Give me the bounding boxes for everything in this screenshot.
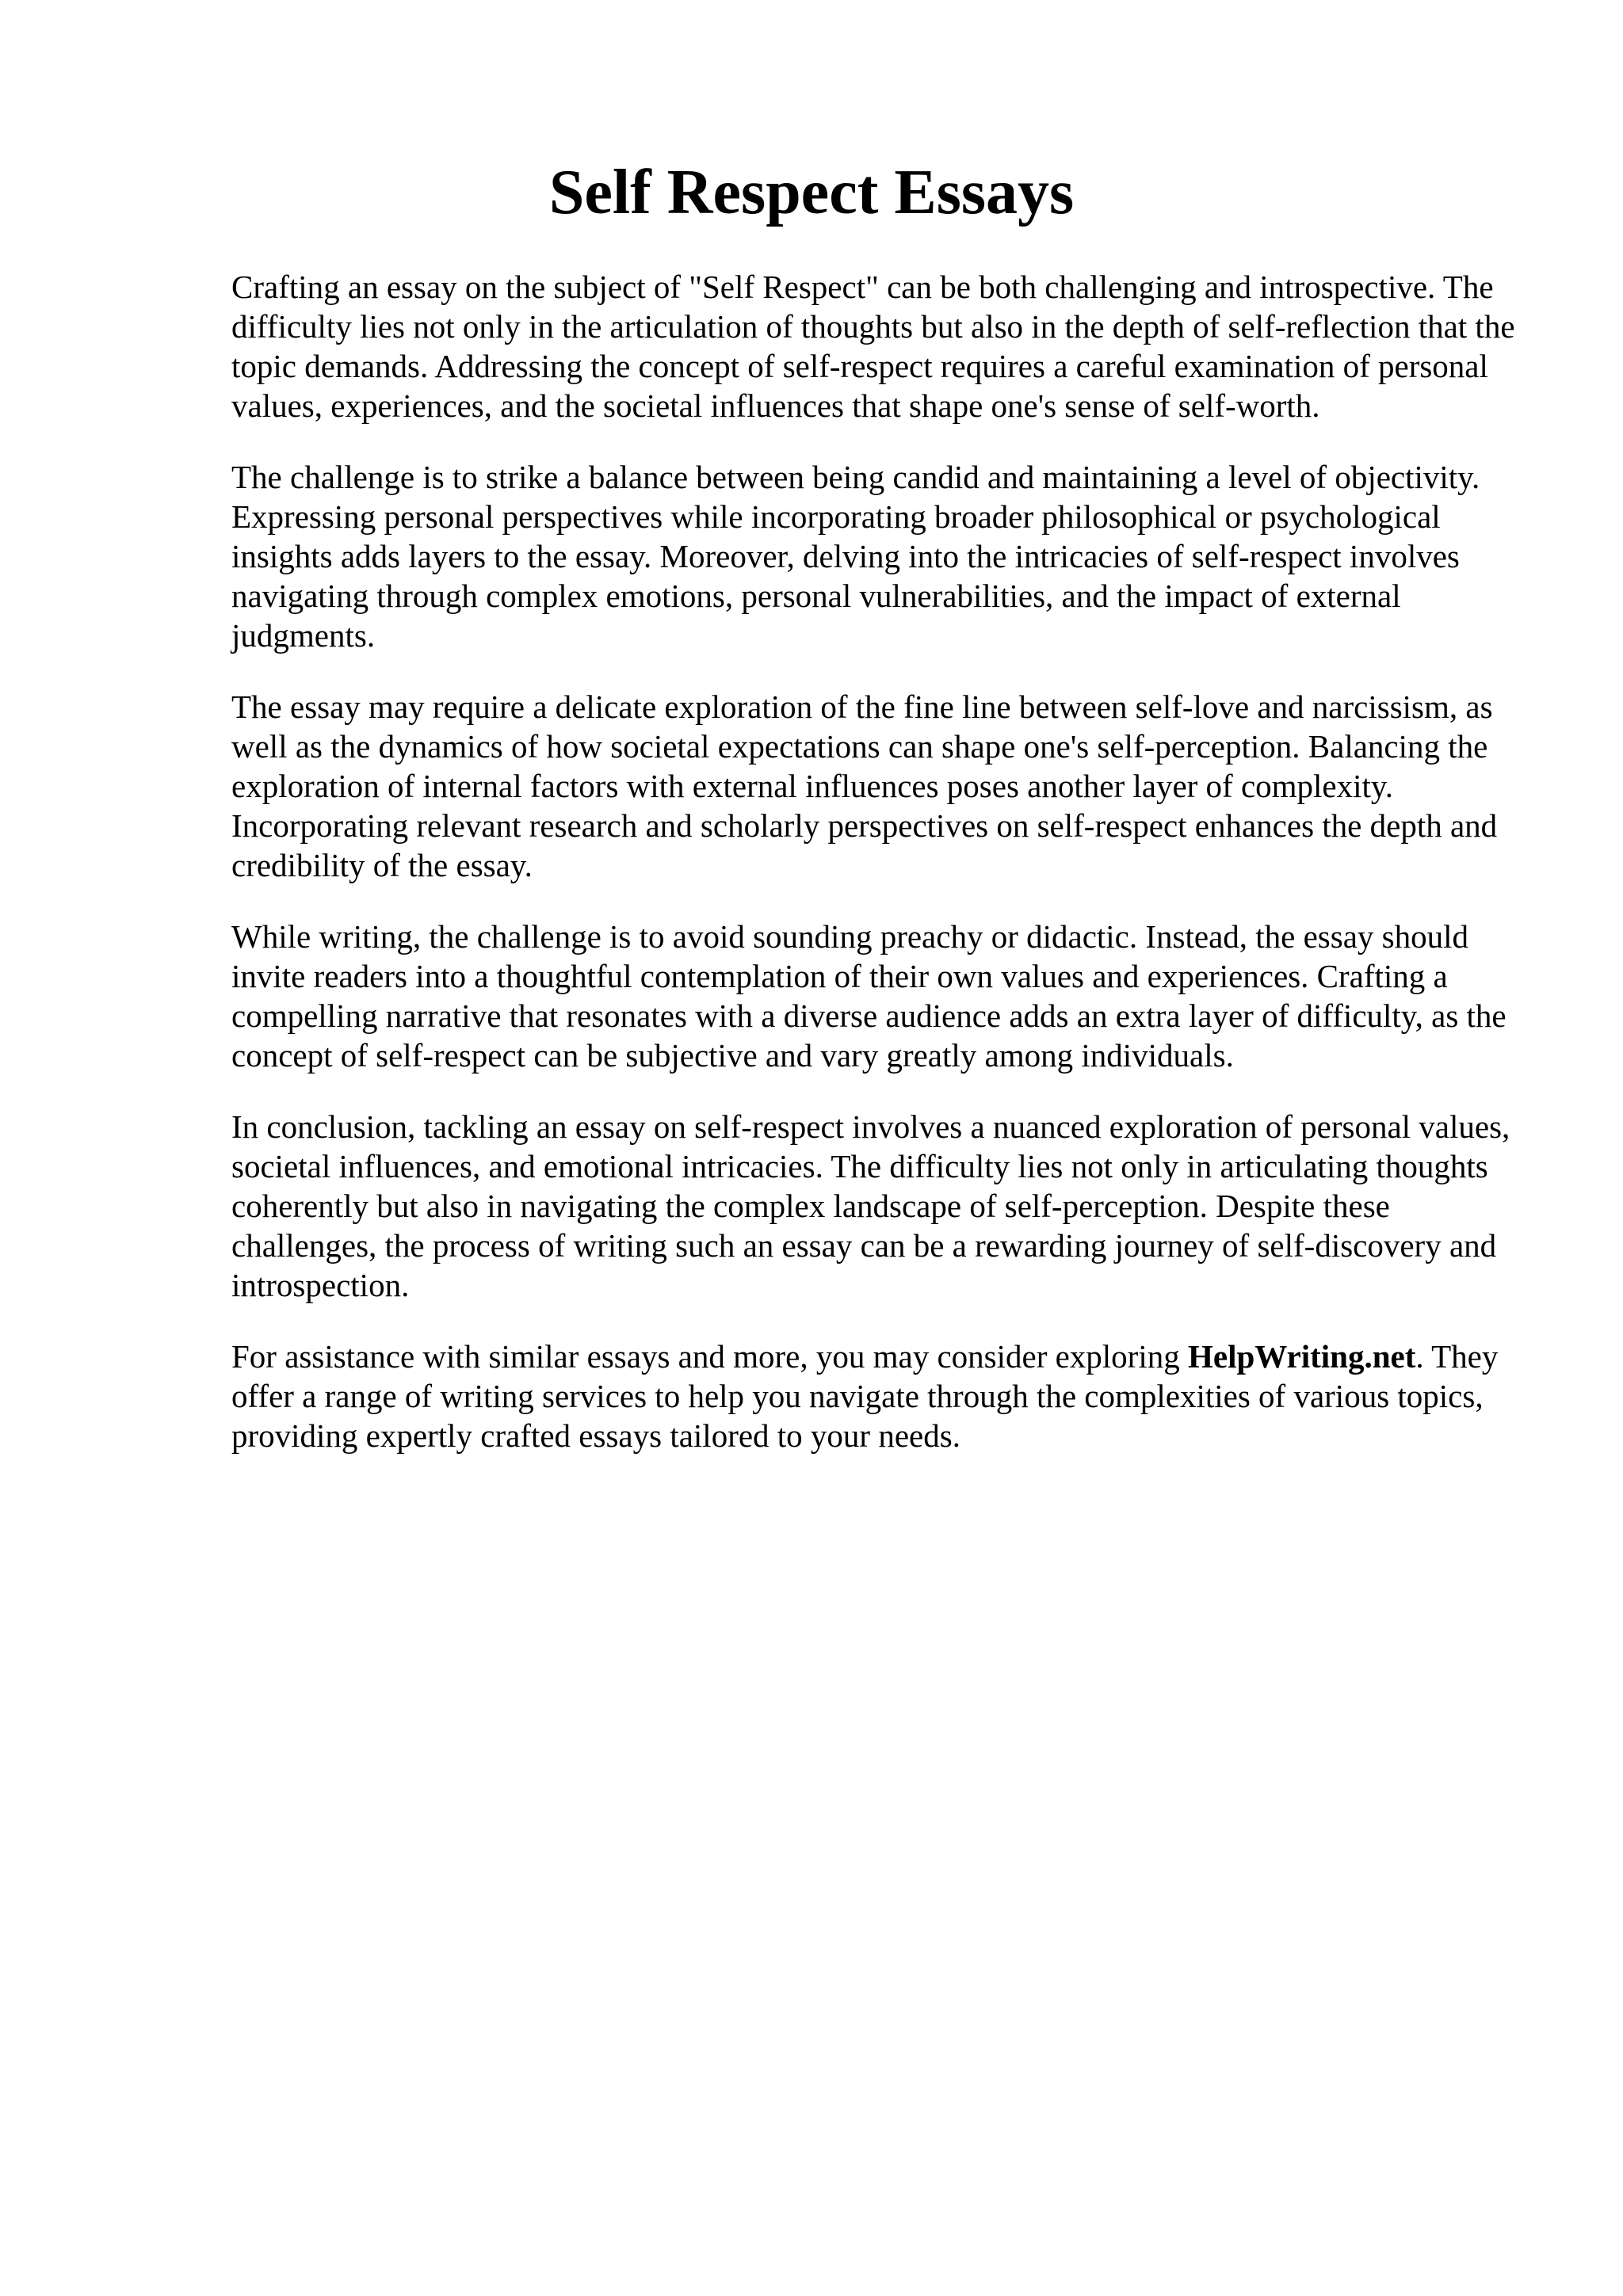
- paragraph-2: The challenge is to strike a balance between being candid and maintaining a level of objectivity. Expressing personal perspectives while incorporating broader philosophical or psychological insights adds layers to the essay. Moreover, delving into the intricacies of self-respect involves navigating through complex emotions, personal vulnerabilities, and the impact of external judgments.: [231, 459, 1480, 654]
- essay-body: [231, 267, 1523, 1455]
- closing-text-before: For assistance with similar essays and more, you may consider exploring: [231, 1338, 1188, 1375]
- paragraph-5: In conclusion, tackling an essay on self-respect involves a nuanced exploration of personal values, societal influences, and emotional intricacies. The difficulty lies not only in articulating thoughts coherently but also in navigating the complex landscape of self-perception. Despite these challenges, the process of writing such an essay can be a rewarding journey of self-discovery and introspection.: [231, 1108, 1510, 1303]
- paragraph-4: While writing, the challenge is to avoid sounding preachy or didactic. Instead, the essay should invite readers into a thoughtful contemplation of their own values and experiences. Crafting a compelling narrative that resonates with a diverse audience adds an extra layer of difficulty, as the concept of self-respect can be subjective and vary greatly among individuals.: [231, 918, 1507, 1074]
- paragraph-1: Crafting an essay on the subject of "Self Respect" can be both challenging and introspective. The difficulty lies not only in the articulation of thoughts but also in the depth of self-reflection that the topic demands. Addressing the concept of self-respect requires a careful examination of personal values, experiences, and the societal influences that shape one's sense of self-worth.: [231, 269, 1515, 424]
- closing-text-after: . They offer a range of writing services to help you navigate through the complexities of various topics, providing expertly crafted essays tailored to your needs.: [231, 1338, 1499, 1454]
- closing-paragraph: [231, 1337, 1523, 1455]
- page-title: Self Respect Essays: [548, 158, 1075, 227]
- brand-link[interactable]: HelpWriting.net: [1187, 1338, 1416, 1375]
- paragraph-3: The essay may require a delicate exploration of the fine line between self-love and narcissism, as well as the dynamics of how societal expectations can shape one's self-perception. Balancing the exploration of internal factors with external influences poses another layer of complexity. Incorporating relevant research and scholarly perspectives on self-respect enhances the depth and credibility of the essay.: [231, 688, 1498, 883]
